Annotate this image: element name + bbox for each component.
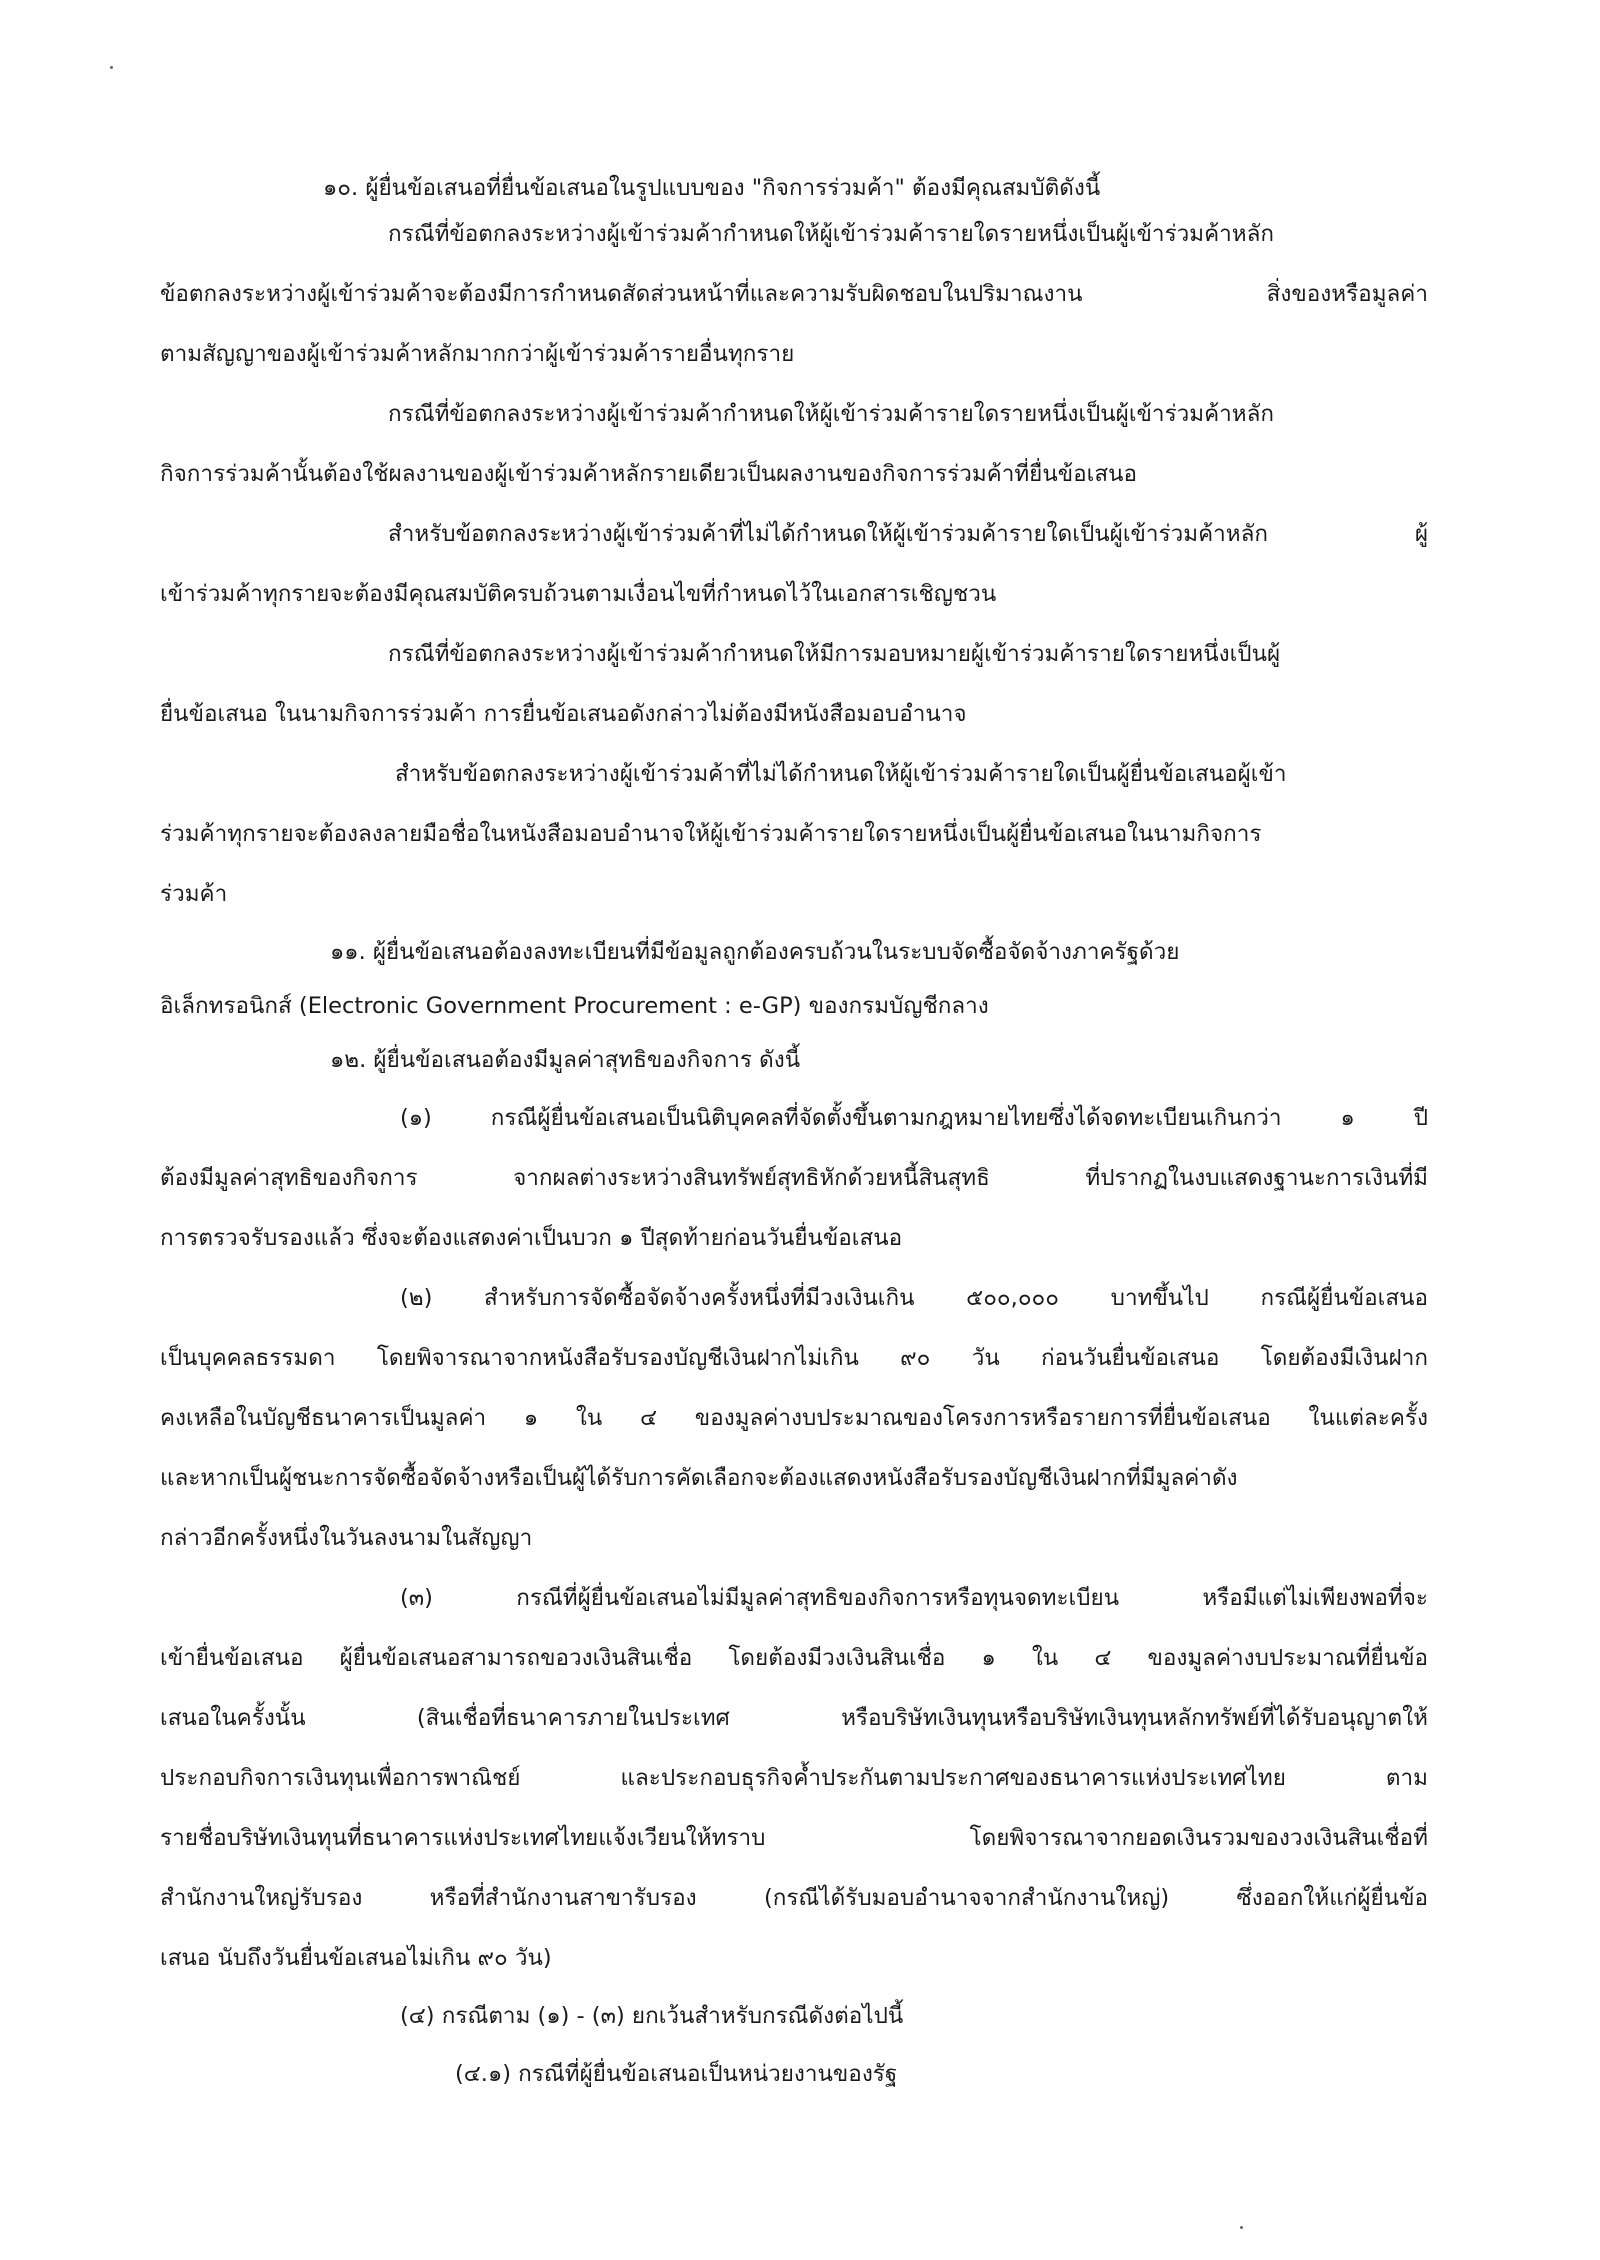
- scan-speck: [1240, 2226, 1243, 2229]
- paragraph-line: (๔.๑) กรณีที่ผู้ยื่นข้อเสนอเป็นหน่วยงานของรัฐ: [455, 2061, 898, 2087]
- paragraph-line: ข้อตกลงระหว่างผู้เข้าร่วมค้าจะต้องมีการกำหนดสัดส่วนหน้าที่และความรับผิดชอบในปริมาณงาน สิ่งของหรือมูลค่า: [160, 281, 1428, 307]
- paragraph-line: กรณีที่ข้อตกลงระหว่างผู้เข้าร่วมค้ากำหนดให้มีการมอบหมายผู้เข้าร่วมค้ารายใดรายหนึ่งเป็นผู้: [388, 641, 1281, 667]
- paragraph-line: (๒) สำหรับการจัดซื้อจัดจ้างครั้งหนึ่งที่มีวงเงินเกิน ๕๐๐,๐๐๐ บาทขึ้นไป กรณีผู้ยื่นข้อเสนอ: [400, 1285, 1428, 1311]
- paragraph-line: ร่วมค้าทุกรายจะต้องลงลายมือชื่อในหนังสือมอบอำนาจให้ผู้เข้าร่วมค้ารายใดรายหนึ่งเป็นผู้ยื่นข้อเสนอในนามกิจการ: [160, 821, 1262, 847]
- paragraph-line: รายชื่อบริษัทเงินทุนที่ธนาคารแห่งประเทศไทยแจ้งเวียนให้ทราบ โดยพิจารณาจากยอดเงินรวมของวงเงินสินเชื่อที่: [160, 1825, 1428, 1851]
- paragraph-line: (๑) กรณีผู้ยื่นข้อเสนอเป็นนิติบุคคลที่จัดตั้งขึ้นตามกฎหมายไทยซึ่งได้จดทะเบียนเกินกว่า ๑ ปี: [400, 1105, 1428, 1131]
- paragraph-line: กรณีที่ข้อตกลงระหว่างผู้เข้าร่วมค้ากำหนดให้ผู้เข้าร่วมค้ารายใดรายหนึ่งเป็นผู้เข้าร่วมค้าหลัก: [388, 221, 1275, 247]
- paragraph-line: เข้าร่วมค้าทุกรายจะต้องมีคุณสมบัติครบถ้วนตามเงื่อนไขที่กำหนดไว้ในเอกสารเชิญชวน: [160, 581, 997, 607]
- scan-speck: [110, 66, 113, 69]
- paragraph-line: (๔) กรณีตาม (๑) - (๓) ยกเว้นสำหรับกรณีดังต่อไปนี้: [400, 2003, 904, 2029]
- paragraph-line: ประกอบกิจการเงินทุนเพื่อการพาณิชย์ และประกอบธุรกิจค้ำประกันตามประกาศของธนาคารแห่งประเทศไทย ตาม: [160, 1765, 1428, 1791]
- paragraph-line: ตามสัญญาของผู้เข้าร่วมค้าหลักมากกว่าผู้เข้าร่วมค้ารายอื่นทุกราย: [160, 341, 795, 367]
- paragraph-line: การตรวจรับรองแล้ว ซึ่งจะต้องแสดงค่าเป็นบวก ๑ ปีสุดท้ายก่อนวันยื่นข้อเสนอ: [160, 1225, 903, 1251]
- paragraph-line: และหากเป็นผู้ชนะการจัดซื้อจัดจ้างหรือเป็นผู้ได้รับการคัดเลือกจะต้องแสดงหนังสือรับรองบัญชีเงินฝากที่มีมูลค่าดัง: [160, 1465, 1238, 1491]
- paragraph-line: กรณีที่ข้อตกลงระหว่างผู้เข้าร่วมค้ากำหนดให้ผู้เข้าร่วมค้ารายใดรายหนึ่งเป็นผู้เข้าร่วมค้าหลัก: [388, 401, 1275, 427]
- paragraph-line: สำนักงานใหญ่รับรอง หรือที่สำนักงานสาขารับรอง (กรณีได้รับมอบอำนาจจากสำนักงานใหญ่) ซึ่งออกให้แก่ผู้ยื่นข้อ: [160, 1885, 1428, 1911]
- paragraph-line: กิจการร่วมค้านั้นต้องใช้ผลงานของผู้เข้าร่วมค้าหลักรายเดียวเป็นผลงานของกิจการร่วมค้าที่ยื่นข้อเสนอ: [160, 461, 1137, 487]
- paragraph-line: คงเหลือในบัญชีธนาคารเป็นมูลค่า ๑ ใน ๔ ของมูลค่างบประมาณของโครงการหรือรายการที่ยื่นข้อเสนอ ในแต่ละครั้ง: [160, 1405, 1428, 1431]
- paragraph-line: ร่วมค้า: [160, 881, 228, 907]
- paragraph-line: อิเล็กทรอนิกส์ (Electronic Government Procurement : e-GP) ของกรมบัญชีกลาง: [160, 993, 989, 1019]
- section-12-heading: ๑๒. ผู้ยื่นข้อเสนอต้องมีมูลค่าสุทธิของกิจการ ดังนี้: [330, 1047, 801, 1073]
- paragraph-line: เสนอ นับถึงวันยื่นข้อเสนอไม่เกิน ๙๐ วัน): [160, 1945, 552, 1971]
- paragraph-line: เข้ายื่นข้อเสนอ ผู้ยื่นข้อเสนอสามารถขอวงเงินสินเชื่อ โดยต้องมีวงเงินสินเชื่อ ๑ ใน ๔ ของมูลค่างบประมาณที่ยื่นข้อ: [160, 1645, 1428, 1671]
- paragraph-line: ต้องมีมูลค่าสุทธิของกิจการ จากผลต่างระหว่างสินทรัพย์สุทธิหักด้วยหนี้สินสุทธิ ที่ปรากฏในงบแสดงฐานะการเงินที่มี: [160, 1165, 1428, 1191]
- section-10-heading: ๑๐. ผู้ยื่นข้อเสนอที่ยื่นข้อเสนอในรูปแบบของ "กิจการร่วมค้า" ต้องมีคุณสมบัติดังนี้: [323, 175, 1101, 201]
- paragraph-line: กล่าวอีกครั้งหนึ่งในวันลงนามในสัญญา: [160, 1525, 533, 1551]
- paragraph-line: ยื่นข้อเสนอ ในนามกิจการร่วมค้า การยื่นข้อเสนอดังกล่าวไม่ต้องมีหนังสือมอบอำนาจ: [160, 701, 967, 727]
- paragraph-line: สำหรับข้อตกลงระหว่างผู้เข้าร่วมค้าที่ไม่ได้กำหนดให้ผู้เข้าร่วมค้ารายใดเป็นผู้เข้าร่วมค้าหลัก ผู้: [388, 521, 1428, 547]
- paragraph-line: (๓) กรณีที่ผู้ยื่นข้อเสนอไม่มีมูลค่าสุทธิของกิจการหรือทุนจดทะเบียน หรือมีแต่ไม่เพียงพอที่จะ: [400, 1585, 1428, 1611]
- section-11-heading: ๑๑. ผู้ยื่นข้อเสนอต้องลงทะเบียนที่มีข้อมูลถูกต้องครบถ้วนในระบบจัดซื้อจัดจ้างภาครัฐด้วย: [330, 939, 1180, 965]
- paragraph-line: เป็นบุคคลธรรมดา โดยพิจารณาจากหนังสือรับรองบัญชีเงินฝากไม่เกิน ๙๐ วัน ก่อนวันยื่นข้อเสนอ โดยต้องมีเงินฝาก: [160, 1345, 1428, 1371]
- paragraph-line: สำหรับข้อตกลงระหว่างผู้เข้าร่วมค้าที่ไม่ได้กำหนดให้ผู้เข้าร่วมค้ารายใดเป็นผู้ยื่นข้อเสนอผู้เข้า: [395, 761, 1287, 787]
- paragraph-line: เสนอในครั้งนั้น (สินเชื่อที่ธนาคารภายในประเทศ หรือบริษัทเงินทุนหรือบริษัทเงินทุนหลักทรัพย์ที่ได้รับอนุญาตให้: [160, 1705, 1428, 1731]
